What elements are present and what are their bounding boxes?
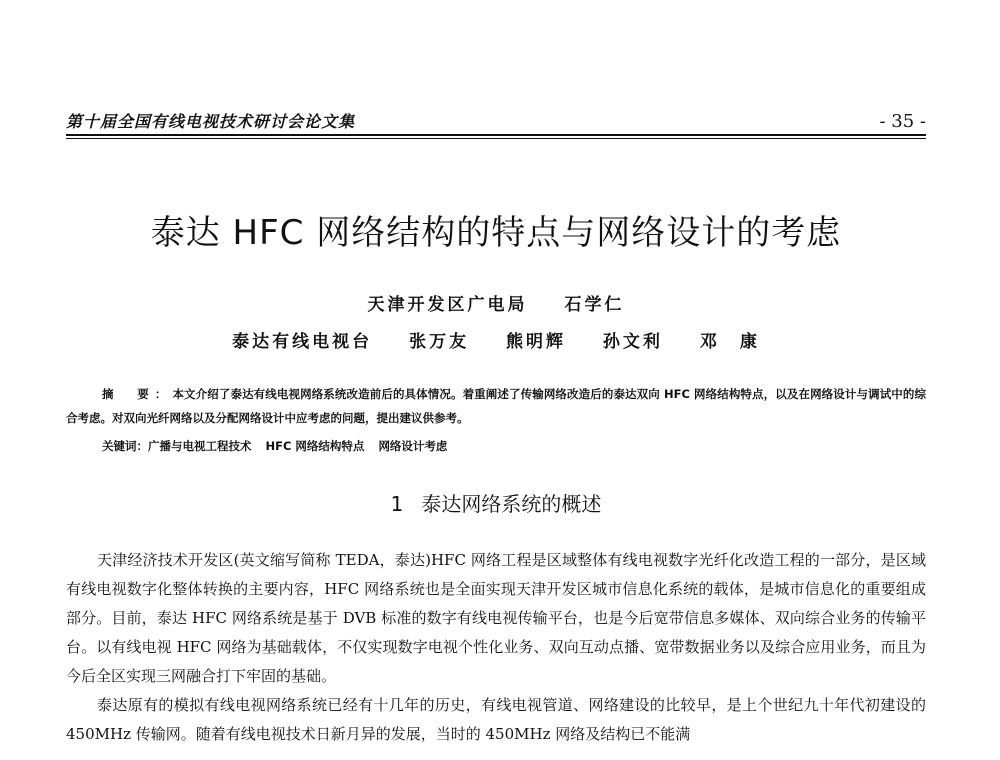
header-rule-thick <box>66 134 926 136</box>
abstract-label: 摘 要： <box>102 387 173 401</box>
affiliation-line-2 <box>66 327 926 352</box>
author-name: 石学仁 <box>564 295 625 315</box>
page-number: - 35 - <box>879 111 926 132</box>
author-name: 孙文利 <box>602 332 663 352</box>
keyword: HFC 网络结构特点 <box>265 439 365 453</box>
author-name: 邓 康 <box>699 332 760 352</box>
affiliation-org: 泰达有线电视台 <box>232 332 373 352</box>
section-heading <box>66 488 926 517</box>
author-name: 张万友 <box>409 332 470 352</box>
section-title: 泰达网络系统的概述 <box>421 492 602 516</box>
paragraph: 天津经济技术开发区(英文缩写简称 TEDA，泰达)HFC 网络工程是区域整体有线电视数字光纤化改造工程的一部分，是区域有线电视数字化整体转换的主要内容，HFC 网络系统也是全面实现天津开发区城市信息化系统的载体，是城市信息化的重要组成部分。目前，泰达 HFC 网络系统是基于 DVB 标准的数字有线电视传输平台，也是今后宽带信息多媒体、双向综合业务的传输平台。以有线电视 HFC 网络为基础载体，不仅实现数字电视个性化业务、双向互动点播、宽带数据业务以及综合应用业务，而且为今后全区实现三网融合打下牢固的基础。 <box>66 551 926 685</box>
section-number: 1 <box>390 492 404 516</box>
keywords-label: 关键词： <box>102 439 148 453</box>
header-rule-thin <box>66 138 926 139</box>
paragraph: 泰达原有的模拟有线电视网络系统已经有十几年的历史，有线电视管道、网络建设的比较早，是上个世纪九十年代初建设的 450MHz 传输网。随着有线电视技术日新月异的发展，当时的 450MHz 网络及结构已不能满 <box>66 696 926 743</box>
body-text <box>66 546 926 749</box>
paper-title: 泰达 HFC 网络结构的特点与网络设计的考虑 <box>150 213 842 253</box>
keyword: 广播与电视工程技术 <box>148 439 252 453</box>
running-header <box>66 106 926 132</box>
affiliation-line-1 <box>66 290 926 315</box>
keyword: 网络设计考虑 <box>378 439 448 453</box>
abstract-text: 本文介绍了泰达有线电视网络系统改造前后的具体情况。着重阐述了传输网络改造后的泰达双向 HFC 网络结构特点，以及在网络设计与调试中的综合考虑。对双向光纤网络以及分配网络设计中应考虑的问题，提出建议供参考。 <box>66 387 927 425</box>
affiliation-org: 天津开发区广电局 <box>367 295 528 315</box>
journal-title: 第十届全国有线电视技术研讨会论文集 <box>66 112 356 131</box>
keywords <box>102 434 926 458</box>
abstract <box>66 382 926 430</box>
author-name: 熊明辉 <box>506 332 566 352</box>
